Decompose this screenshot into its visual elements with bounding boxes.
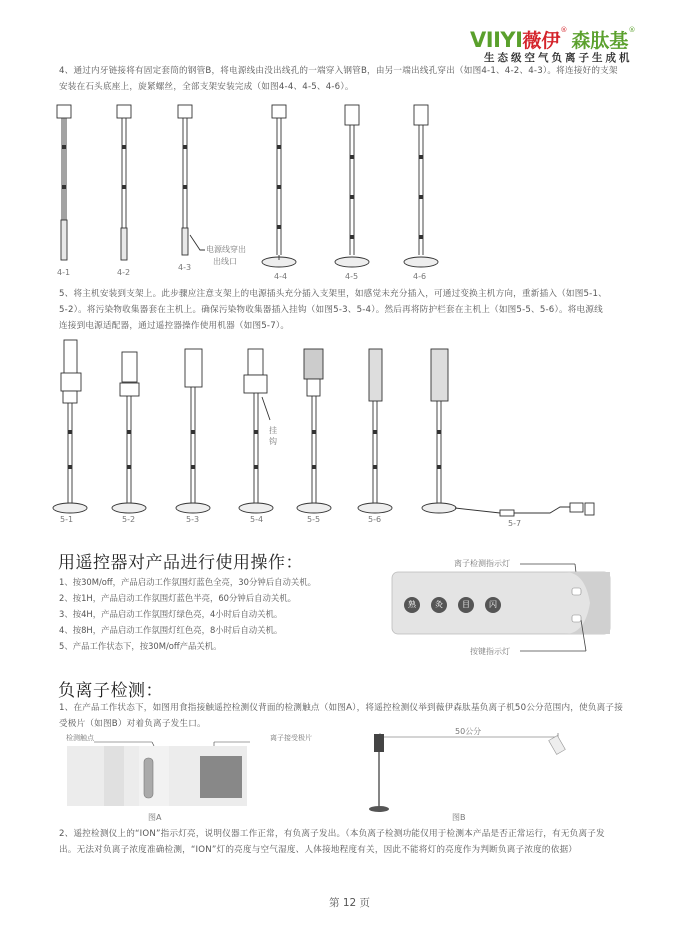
remote-button-8h[interactable]: 闪 [485, 597, 501, 613]
plate-label: 离子接受极片 [270, 734, 312, 742]
fig-label-4-6: 4-6 [413, 272, 427, 281]
ion-heading: 负离子检测： [58, 681, 163, 701]
fig-a-label: 图A [148, 813, 162, 822]
fig-label-5-7: 5-7 [508, 519, 522, 528]
list-item: 3、按4H，产品启动工作氛围灯绿色亮，4小时后自动关机。 [59, 609, 283, 619]
ion-text-4: 出。无法对负离子浓度准确检测，“ION”灯的亮度与空气湿度、人体接地程度有关，因此不能将灯的亮度作为判断负离子浓度的依据） [59, 845, 578, 855]
ion-text-3: 2、遥控检测仪上的“ION”指示灯亮，说明仪器工作正常，有负离子发出。（本负离子检测功能仅用于检测本产品是否正常运行，有无负离子发 [59, 829, 605, 839]
list-item: 5、产品工作状态下，按30M/off产品关机。 [59, 641, 222, 651]
ion-indicator-label: 离子检测指示灯 [454, 559, 510, 568]
brand-logo: VIIYI薇伊® 森肽基® [470, 26, 636, 52]
fig-label-5-4: 5-4 [250, 515, 264, 524]
page-number: 第 12 页 [329, 897, 371, 909]
fig-label-5-2: 5-2 [122, 515, 136, 524]
fig-label-5-5: 5-5 [307, 515, 321, 524]
remote-buttons [404, 597, 501, 613]
remote-button-30m[interactable]: 熟 [404, 597, 420, 613]
step5-text-3: 连接到电源适配器，通过遥控器操作使用机器（如图5-7）。 [59, 321, 290, 331]
contact-label: 检测触点 [66, 734, 94, 742]
brand-tagline: 生态级空气负离子生成机 [484, 52, 633, 64]
remote-instructions [59, 574, 316, 654]
figure-a-detector [64, 738, 250, 808]
fig-label-4-5: 4-5 [345, 272, 359, 281]
key-indicator-label: 按键指示灯 [470, 647, 510, 656]
figure-b-distance [360, 725, 590, 815]
logo-letters: VIIYI [470, 28, 523, 52]
step4-note: 电源线穿出 [206, 245, 246, 254]
fig-label-4-2: 4-2 [117, 268, 131, 277]
list-item: 2、按1H，产品启动工作氛围灯蓝色半亮，60分钟后自动关机。 [59, 593, 296, 603]
logo-cn: 薇伊 [522, 30, 561, 52]
ion-text-2: 受极片（如图B）对着负离子发生口。 [59, 719, 206, 729]
figure-4-assembly [50, 100, 450, 285]
distance-label: 50公分 [455, 727, 482, 736]
fig-label-4-3: 4-3 [178, 263, 192, 272]
fig-label-5-6: 5-6 [368, 515, 382, 524]
step4-text-1: 4、通过内牙链接将有固定套筒的钢管B，将电源线由没出线孔的一端穿入钢管B，由另一端出线孔穿出（如图4-1、4-2、4-3）。将连接好的支架 [59, 66, 618, 76]
list-item: 1、按30M/off，产品启动工作氛围灯蓝色全亮，30分钟后自动关机。 [59, 577, 316, 587]
step4-note2: 出线口 [213, 257, 237, 266]
step5-text-2: 5-2）。将污染物收集器套在主机上。确保污染物收集器插入挂钩（如图5-3、5-4）。然后再将防护栏套在主机上（如图5-5、5-6）。将电源线 [59, 305, 603, 315]
logo-cn2: 森肽基 [571, 30, 629, 52]
fig-label-4-1: 4-1 [57, 268, 71, 277]
fig-label-5-3: 5-3 [186, 515, 200, 524]
hook-label: 挂钩 [269, 426, 277, 446]
remote-button-1h[interactable]: 灸 [431, 597, 447, 613]
fig-label-5-1: 5-1 [60, 515, 74, 524]
fig-b-label: 图B [452, 813, 466, 822]
step5-text-1: 5、将主机安装到支架上。此步骤应注意支架上的电源插头充分插入支架里，如感觉未充分插入，可通过变换主机方向，重新插入（如图5-1、 [59, 289, 607, 299]
ion-text-1: 1、在产品工作状态下，如图用食指接触遥控检测仪背面的检测触点（如图A），将遥控检测仪举到薇伊森肽基负离子机50公分范围内，使负离子接 [59, 703, 623, 713]
fig-label-4-4: 4-4 [274, 272, 288, 281]
list-item: 4、按8H，产品启动工作氛围灯红色亮，8小时后自动关机。 [59, 625, 283, 635]
step4-text-2: 安装在石头底座上，旋紧螺丝，全部支架安装完成（如图4-4、4-5、4-6）。 [59, 82, 354, 92]
figure-5-assembly [50, 335, 610, 520]
remote-heading: 用遥控器对产品进行使用操作： [58, 553, 303, 573]
remote-button-4h[interactable]: 目 [458, 597, 474, 613]
